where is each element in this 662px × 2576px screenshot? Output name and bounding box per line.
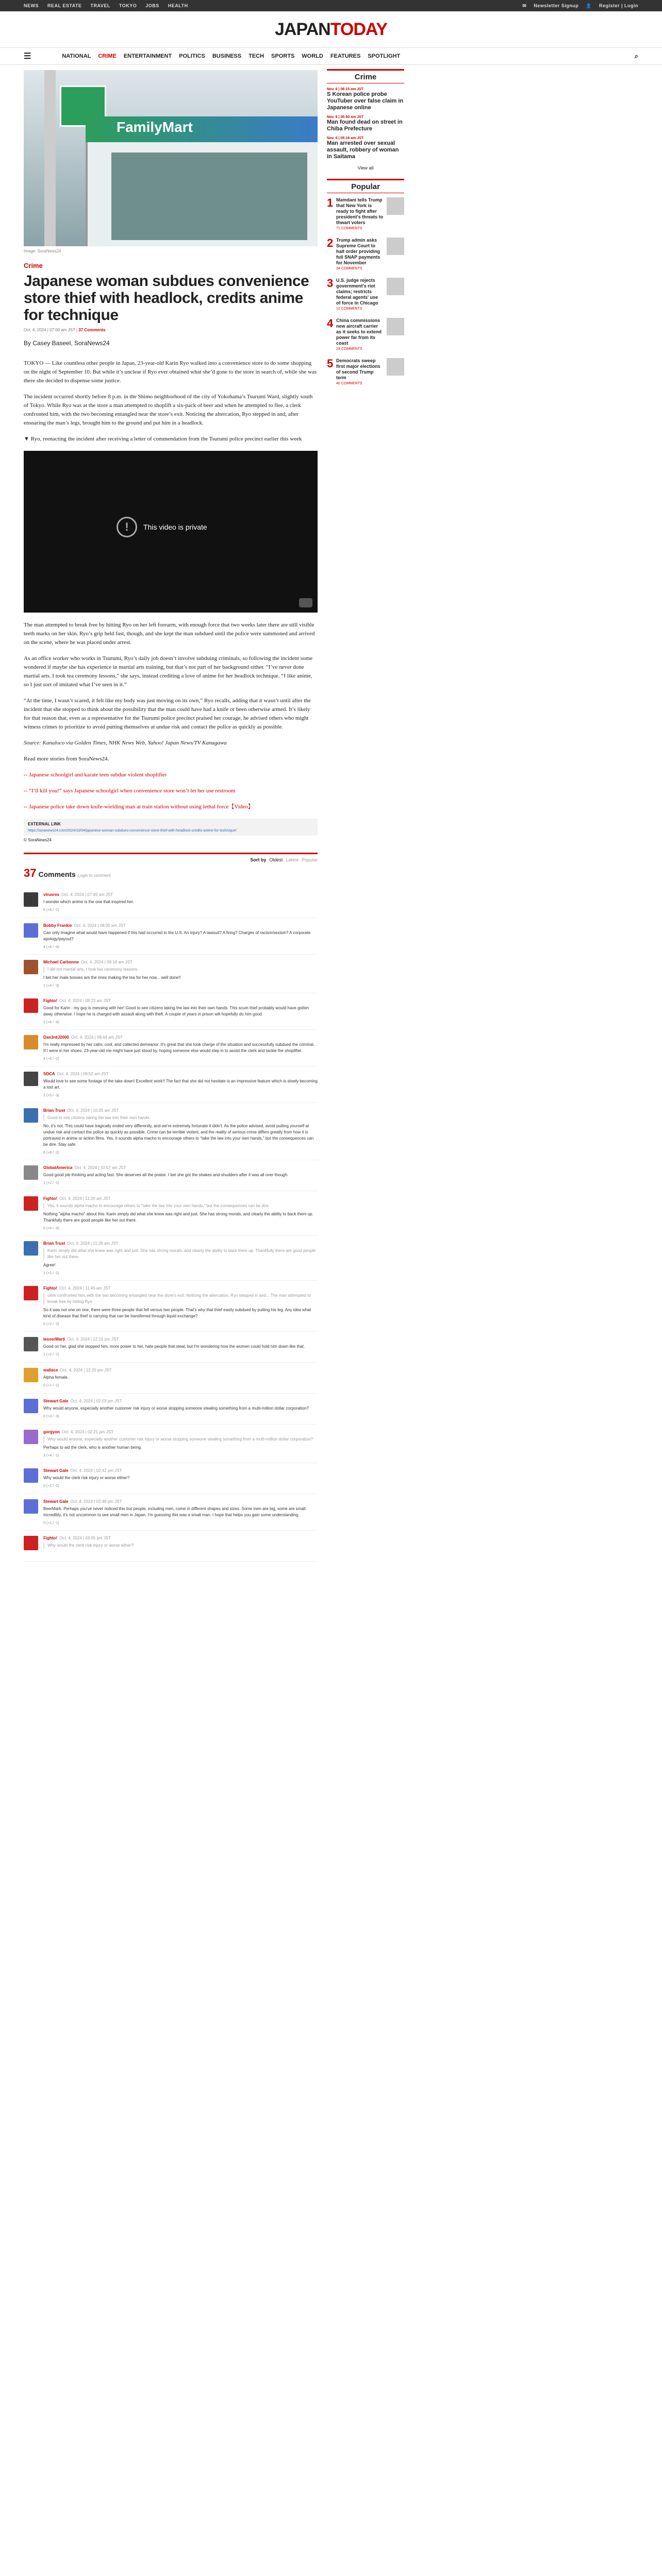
comment-user[interactable]: Fighto! <box>43 1536 58 1540</box>
comment <box>24 1281 318 1332</box>
comment-time: Oct. 4, 2024 | 08:05 am JST <box>74 923 126 928</box>
comment-user[interactable]: Dan3rdJ2000 <box>43 1035 69 1040</box>
paragraph: The man attempted to break free by hitting Ryo on her left forearm, with enough force that two weeks later there are still visible teeth marks on her skin. Ryo’s grip held fast, though, and she kept the man subdued until the police were summoned and arrived on the scene, where he was placed under arrest. <box>24 622 315 646</box>
comment-time: Oct. 4, 2024 | 10:25 am JST <box>67 1108 119 1113</box>
comment-votes[interactable]: 0 (+3 / -3) <box>43 1415 59 1418</box>
nav-sports[interactable]: SPORTS <box>271 53 295 59</box>
nav-features[interactable]: FEATURES <box>330 53 361 59</box>
paragraph: ▼ Ryo, reenacting the incident after receiving a letter of commendation from the Tsurumi police precinct earlier this week <box>24 436 302 442</box>
comment-votes[interactable]: 0 (+2 / -2) <box>43 1323 59 1326</box>
nav-national[interactable]: NATIONAL <box>62 53 91 59</box>
popular-thumbnail <box>387 358 404 376</box>
comment-text: Alpha female. <box>43 1375 69 1380</box>
comment-quote: Why would anyone, especially another customer risk injury or worse stopping someone stealing something from a multi-million dollar corporation? <box>43 1436 318 1443</box>
comment-quote: Karin simply did what she knew was right and just. She has strong morals, and clearly the ability to back them up. Thankfully there are good people like her out there. <box>43 1248 318 1260</box>
comment-time: Oct. 4, 2024 | 11:45 am JST <box>59 1286 111 1291</box>
comment-user[interactable]: wallace <box>43 1368 58 1372</box>
comment-votes[interactable]: 6 (+8 / -2) <box>43 908 59 912</box>
article-main <box>24 65 318 1562</box>
external-link[interactable]: https://soranews24.com/2024/10/04/japanese-woman-subdues-convenience-store-thief-with-headlock-credits-anime-for-technique/ <box>28 829 237 833</box>
avatar[interactable] <box>24 1196 38 1211</box>
comment-text: Good good job thinking and acting fast. She deserves all the praise. I bet she got the shakes and shudders after it was all over though. <box>43 1173 289 1177</box>
comment-time: Oct. 4, 2024 | 08:23 am JST <box>59 998 111 1003</box>
comment-count-label: Comments <box>38 870 76 878</box>
comment-user[interactable]: virusrex <box>43 892 60 897</box>
avatar[interactable] <box>24 1430 38 1444</box>
comment-quote: Yes, it sounds alpha macho to encourage others to "take the law into your own hands," but the consequences can be dire. <box>43 1203 318 1209</box>
comment-time: Oct. 4, 2024 | 11:26 am JST <box>67 1241 119 1246</box>
article-title: Japanese woman subdues convenience store thief with headlock, credits anime for technique <box>24 273 309 324</box>
popular-title: China commissions new aircraft carrier as it seeks to extend power far from its coast <box>336 318 382 346</box>
nav-business[interactable]: BUSINESS <box>212 53 242 59</box>
popular-rank: 1 <box>327 196 334 209</box>
comment <box>24 1494 318 1531</box>
popular-rank: 5 <box>327 357 334 370</box>
comment-text: Can only imagine what would have happened if this had occurred in the U.S. An injury? A lawsuit? A firing? Charges of racism/sexism? A corporate apology/payout? <box>43 930 311 941</box>
view-all-link[interactable]: View all <box>357 165 374 171</box>
comment-text: Why would anyone, especially another customer risk injury or worse stopping someone stealing something from a multi-million dollar corporation? <box>43 1406 309 1411</box>
article-category[interactable]: Crime <box>24 262 43 269</box>
crime-item[interactable] <box>327 115 404 132</box>
avatar[interactable] <box>24 1499 38 1514</box>
comment-time: Oct. 4, 2024 | 07:49 am JST <box>61 892 113 897</box>
crime-section-title: Crime <box>327 69 404 83</box>
comment-votes[interactable]: 4 (+6 / -2) <box>43 1057 59 1061</box>
comment-time: Oct. 4, 2024 | 08:18 am JST <box>80 960 133 964</box>
login-hint[interactable]: Login to comment <box>77 873 111 878</box>
comment <box>24 1332 318 1363</box>
top-link-jobs[interactable]: JOBS <box>145 3 159 8</box>
comment-time: Oct. 4, 2024 | 12:15 pm JST <box>67 1337 119 1342</box>
popular-item[interactable] <box>327 278 404 311</box>
popular-thumbnail <box>387 197 404 215</box>
sidebar <box>327 65 404 1562</box>
mail-icon: ✉ <box>522 3 527 8</box>
comment <box>24 993 318 1030</box>
newsletter-link[interactable]: Newsletter Signup <box>534 3 579 8</box>
comment-count <box>24 867 318 880</box>
popular-title: Mamdani tells Trump that New York is ready to fight after president's threats to thwart voters <box>336 197 384 225</box>
comment-votes[interactable]: 3 (+4 / -1) <box>43 1454 59 1458</box>
familymart-sign: FamilyMart <box>117 119 193 135</box>
paragraph: As an office worker who works in Tsurumi, Ryo’s daily job doesn’t involve subduing criminals, so following the incident some wondered if maybe she has experience in martial arts training, but that’s not part of her background either. “I’ve never done martial arts. I took tea ceremony lessons,” she says, instead crediting a love of anime for her headlock technique. “I like anime, so I just sort of imitated what I’ve seen in it.” <box>24 655 313 688</box>
comment <box>24 955 318 993</box>
popular-comments: 12 COMMENTS <box>336 307 362 311</box>
nav-tech[interactable]: TECH <box>249 53 264 59</box>
crime-title: Man arrested over sexual assault, robbery of woman in Saitama <box>327 140 399 160</box>
logo-part2: TODAY <box>330 19 387 39</box>
comment-user[interactable]: lesserMarti <box>43 1337 65 1342</box>
avatar[interactable] <box>24 1286 38 1300</box>
comment-user[interactable]: GlobalAmerica <box>43 1165 73 1170</box>
comment-time: Oct. 4, 2024 | 10:57 am JST <box>74 1165 126 1170</box>
top-link-news[interactable]: NEWS <box>24 3 39 8</box>
comment-text: Nothing "alpha macho" about this. Karin simply did what she knew was right and just. She has strong morals, and clearly the ability to back them up. Thankfully there are good people like her out there. <box>43 1212 313 1223</box>
related-link[interactable]: -- Japanese police take down knife-wielding man at train station without using lethal force【Video】 <box>24 804 254 810</box>
comment-time: Oct. 4, 2024 | 03:05 pm JST <box>59 1536 111 1540</box>
comment-count-number: 37 <box>24 867 37 879</box>
search-icon[interactable]: ⌕ <box>634 52 638 60</box>
comment-user[interactable]: Stewart Gale <box>43 1499 69 1504</box>
popular-item[interactable] <box>327 197 404 230</box>
top-link-health[interactable]: HEALTH <box>168 3 188 8</box>
comment-text: Would love to see some footage of the take down! Excellent work!! The fact that she did not hesitate is an impressive feature which is slowly becoming a lost art. <box>43 1079 318 1090</box>
comment <box>24 1363 318 1394</box>
comment-text: I bet her male bosses are the ones making the tea for her now... well done!! <box>43 975 181 980</box>
comment-time: Oct. 4, 2024 | 02:48 pm JST <box>70 1499 122 1504</box>
comment-text: I wonder which anime is the one that inspired her. <box>43 900 134 904</box>
video-player[interactable] <box>24 451 318 613</box>
crime-title: Man found dead on street in Chiba Prefecture <box>327 119 403 132</box>
comment-votes[interactable]: 6 (+8 / -2) <box>43 1151 59 1155</box>
comment-text: Agree! <box>43 1263 56 1267</box>
comment-text: So it was not one on one, there were three people that fell versus two people. That's why that thief easily subdued by putting his leg. Any idea what kind of disease that thief is carrying that can be transferred through liquid exchange? <box>43 1308 311 1318</box>
nav-entertainment[interactable]: ENTERTAINMENT <box>123 53 172 59</box>
comment <box>24 1394 318 1425</box>
comment-user[interactable]: Stewart Gale <box>43 1468 69 1473</box>
comment <box>24 887 318 918</box>
comment <box>24 1066 318 1103</box>
login-link[interactable]: Register | Login <box>599 3 638 8</box>
sort-latest[interactable]: Latest <box>286 857 299 862</box>
comment-votes[interactable]: 1 (+4 / -3) <box>43 984 59 988</box>
comment-user[interactable]: Fighto! <box>43 1196 58 1201</box>
comment-time: Oct. 4, 2024 | 11:20 am JST <box>59 1196 111 1201</box>
article-image <box>24 70 318 246</box>
comment-votes[interactable]: 0 (+1 / -1) <box>43 1521 59 1525</box>
comment-user[interactable]: gorgyon <box>43 1430 60 1434</box>
article-meta: Oct. 4, 2024 | 07:00 am JST | 37 Comments <box>24 328 106 332</box>
popular-rank: 2 <box>327 236 334 249</box>
comment-quote: Why would the clerk risk injury or worse either? <box>43 1543 318 1549</box>
sort-bar <box>24 853 318 862</box>
popular-comments: 40 COMMENTS <box>336 382 362 385</box>
comment <box>24 1425 318 1463</box>
crime-date: Nov. 6 | 05:50 am JST <box>327 115 364 119</box>
crime-date: Nov. 6 | 06:15 am JST <box>327 88 364 91</box>
external-label: EXTERNAL LINK <box>28 822 61 826</box>
byline: By Casey Baseel, SoraNews24 <box>24 340 110 347</box>
comment-text: No, it's not. This could have tragically ended very differently, and we're extremely fortunate it didn't. As the police advised, avoid putting yourself at undue risk and contact the police as quickly as possible. Crime can be terrible violent, and the reality of serious crime differs greatly from how it is portrayed in anime or action films. Yes, it sounds alpha macho to encourage others to "take the law into your own hands," but the consequences can be dire. Stay safe. <box>43 1124 314 1147</box>
comment-votes[interactable]: 1 (+2 / -1) <box>43 1181 59 1185</box>
comment-text: Why would the clerk risk injury or worse either? <box>43 1476 130 1480</box>
popular-item[interactable] <box>327 318 404 351</box>
comment-text: BeerMark. Perhaps you've never noticed this but people, including men, come in different shapes and sizes. Some men are big, some are small. Incredibly, it's not uncommon to see small men in Japan. I'm guessing this was a small man. I hope that helps you gain some understanding. <box>43 1506 307 1517</box>
main-nav <box>0 47 662 65</box>
crime-item[interactable] <box>327 88 404 111</box>
comment-time: Oct. 4, 2024 | 09:52 am JST <box>57 1072 109 1076</box>
nav-politics[interactable]: POLITICS <box>179 53 205 59</box>
related-link[interactable]: -- “I’ll kill you!” says Japanese schoolgirl when convenience store won’t let her use restroom <box>24 788 236 794</box>
comments-link[interactable]: 37 Comments <box>78 328 106 332</box>
paragraph: “At the time, I wasn’t scared, it felt like my body was just moving on its own,” Ryo recalls, adding that it wasn’t until after the incident that she stopped to think about the possibility that the man could have had a knife or been otherwise armed. It’s likely for that reason that, even as a representative for the Tsurumi police precinct praised her courage, he advised others who might witness crimes to prioritize to avoid putting themselves at undue risk and contact the police as quickly as possible. <box>24 698 311 730</box>
paragraph: TOKYO — Like countless other people in Japan, 23-year-old Karin Ryo walked into a convenience store to do some shopping on the night of September 10. But while it’s unclear if Ryo ever obtained what she’d gone to the store in search of, while she was there she decided to dispense some justice. <box>24 360 317 384</box>
comment-time: Oct. 4, 2024 | 02:03 pm JST <box>70 1399 122 1403</box>
comment <box>24 918 318 955</box>
user-icon: 👤 <box>586 3 592 8</box>
popular-thumbnail <box>387 318 404 335</box>
youtube-icon[interactable] <box>299 598 312 607</box>
comment-time: Oct. 4, 2024 | 02:21 pm JST <box>62 1430 113 1434</box>
avatar[interactable] <box>24 923 38 938</box>
top-link-tokyo[interactable]: TOKYO <box>119 3 137 8</box>
comment-text: I'm really impressed by her calm, cool, and collected demeanor. It's great that she took charge of the situation and successfully subdued the criminal. If I were in her shoes, 23-year-old me might have just stood by, hoping someone else would step in to assist the clerk and tackle the shoplifter. <box>43 1042 315 1053</box>
popular-title: U.S. judge rejects government's riot claims; restricts federal agents' use of force in Chicago <box>336 278 378 306</box>
article-body <box>24 359 318 811</box>
popular-thumbnail <box>387 238 404 255</box>
comment <box>24 1236 318 1281</box>
copyright: © SoraNews24 <box>24 838 52 842</box>
comment-user[interactable]: Brian Trust <box>43 1241 65 1246</box>
comment-votes[interactable]: 0 (+2 / -2) <box>43 1484 59 1488</box>
avatar[interactable] <box>24 998 38 1013</box>
top-link-travel[interactable]: TRAVEL <box>90 3 110 8</box>
comment-user[interactable]: Bobby Frankie <box>43 923 72 928</box>
image-caption: Image: SoraNews24 <box>24 249 61 253</box>
comment-user[interactable]: Stewart Gale <box>43 1399 69 1403</box>
avatar[interactable] <box>24 1072 38 1086</box>
nav-spotlight[interactable]: SPOTLIGHT <box>368 53 401 59</box>
crime-date: Nov. 6 | 05:16 am JST <box>327 137 364 140</box>
avatar[interactable] <box>24 1035 38 1049</box>
crime-title: S Korean police probe YouTuber over false claim in Japanese online <box>327 91 404 111</box>
top-bar <box>0 0 662 11</box>
external-link-box <box>24 819 318 836</box>
comment-text: Perhaps to aid the clerk, who is another human being. <box>43 1445 142 1450</box>
comment-votes[interactable]: 0 (+1 / -1) <box>43 1384 59 1387</box>
comment-votes[interactable]: 2 (+6 / -4) <box>43 1021 59 1024</box>
header <box>0 11 662 47</box>
avatar[interactable] <box>24 1368 38 1382</box>
avatar[interactable] <box>24 960 38 974</box>
comment-votes[interactable]: 0 (+4 / -4) <box>43 1227 59 1230</box>
comment <box>24 1531 318 1562</box>
popular-rank: 3 <box>327 277 334 290</box>
comment-votes[interactable]: 1 (+2 / -1) <box>43 1272 59 1275</box>
comment-time: Oct. 4, 2024 | 12:20 pm JST <box>60 1368 112 1372</box>
comment-text: Good on her, glad she stopped him, more power to her, hate people that steal, but I'm wondering how the women could hold him down like that. <box>43 1344 305 1349</box>
avatar[interactable] <box>24 1241 38 1256</box>
popular-title: Democrats sweep first major elections of second Trump term <box>336 358 380 380</box>
popular-rank: 4 <box>327 317 334 330</box>
comment <box>24 1030 318 1066</box>
avatar[interactable] <box>24 892 38 907</box>
comment-time: Oct. 4, 2024 | 09:44 am JST <box>71 1035 123 1040</box>
popular-title: Trump admin asks Supreme Court to halt order providing full SNAP payments for November <box>336 238 380 265</box>
comment-time: Oct. 4, 2024 | 02:42 pm JST <box>70 1468 122 1473</box>
video-message: This video is private <box>143 523 207 531</box>
popular-item[interactable] <box>327 238 404 270</box>
comment <box>24 1191 318 1236</box>
comments-list <box>24 887 318 1562</box>
popular-comments: 34 COMMENTS <box>336 267 362 270</box>
sort-popular[interactable]: Popular <box>301 857 318 862</box>
comment <box>24 1463 318 1494</box>
comment-votes[interactable]: 2 (+5 / -3) <box>43 1094 59 1097</box>
avatar[interactable] <box>24 1108 38 1123</box>
comment-votes[interactable]: 1 (+2 / -1) <box>43 1353 59 1357</box>
crime-item[interactable] <box>327 137 404 160</box>
source: Source: Kanaloco via Golden Times, NHK News Web, Yahoo! Japan News/TV Kanagawa <box>24 740 227 746</box>
comment-user[interactable]: Fighto! <box>43 1286 58 1291</box>
comment-quote: I did not martial arts, I took tea ceremony lessons. <box>43 967 318 973</box>
logo-part1: JAPAN <box>275 19 330 39</box>
comment-user[interactable]: SDCA <box>43 1072 55 1076</box>
popular-thumbnail <box>387 278 404 295</box>
related-link[interactable]: -- Japanese schoolgirl and karate teen subdue violent shoplifter <box>24 772 167 778</box>
sort-label: Sort by <box>250 857 267 862</box>
comment <box>24 1103 318 1160</box>
sort-oldest[interactable]: Oldest <box>269 857 283 862</box>
warning-icon: ! <box>117 517 137 537</box>
nav-world[interactable]: WORLD <box>302 53 323 59</box>
popular-item[interactable] <box>327 358 404 385</box>
popular-comments: 23 COMMENTS <box>336 347 362 351</box>
comment-user[interactable]: Fighto! <box>43 998 58 1003</box>
paragraph: The incident occurred shortly before 8 p.m. in the Shimo neighborhood of the city of Yokohama’s Tsurumi Ward, slightly south of Tokyo. While Ryo was at the store a man attempted to shoplift a six-pack of beer and when he attempted to flee, a clerk confronted him, with the two becoming entangled near the store’s exit. Noticing the altercation, Ryo stepped in and, after ensnaring the man’s legs, brought him to the ground and put him in a headlock. <box>24 394 313 426</box>
popular-comments: 71 COMMENTS <box>336 227 362 230</box>
comment <box>24 1160 318 1191</box>
comment-votes[interactable]: 4 (+8 / -4) <box>43 945 59 949</box>
popular-section-title: Popular <box>327 179 404 193</box>
comment-user[interactable]: Brian Trust <box>43 1108 65 1113</box>
comment-user[interactable]: Michael Carbonne <box>43 960 79 964</box>
site-logo[interactable] <box>275 20 387 40</box>
avatar[interactable] <box>24 1399 38 1413</box>
read-more: Read more stories from SoraNews24. <box>24 756 109 762</box>
top-link-real-estate[interactable]: REAL ESTATE <box>47 3 82 8</box>
comment-quote: Good to see citizens taking the law into their own hands. <box>43 1115 318 1121</box>
avatar[interactable] <box>24 1468 38 1483</box>
avatar[interactable] <box>24 1165 38 1180</box>
nav-crime[interactable]: CRIME <box>98 53 117 59</box>
avatar[interactable] <box>24 1337 38 1351</box>
comment-text: Good for Karin - my guy is messing with her! Good to see citizens taking the law into their own hands. This scum thief probably would have gotten away otherwise. I hope he is charged with assault along with theft. A couple of years in prison will hopefully do him good. <box>43 1006 309 1016</box>
menu-icon[interactable]: ☰ <box>24 52 31 61</box>
article-date: Oct. 4, 2024 | 07:00 am JST <box>24 328 75 332</box>
top-links <box>24 3 195 8</box>
comment-quote: clerk confronted him, with the two becoming entangled near the store's exit. Noticing the altercation, Ryo stepped in and... The man attempted to break free by hitting Ryo <box>43 1293 318 1305</box>
avatar[interactable] <box>24 1536 38 1550</box>
